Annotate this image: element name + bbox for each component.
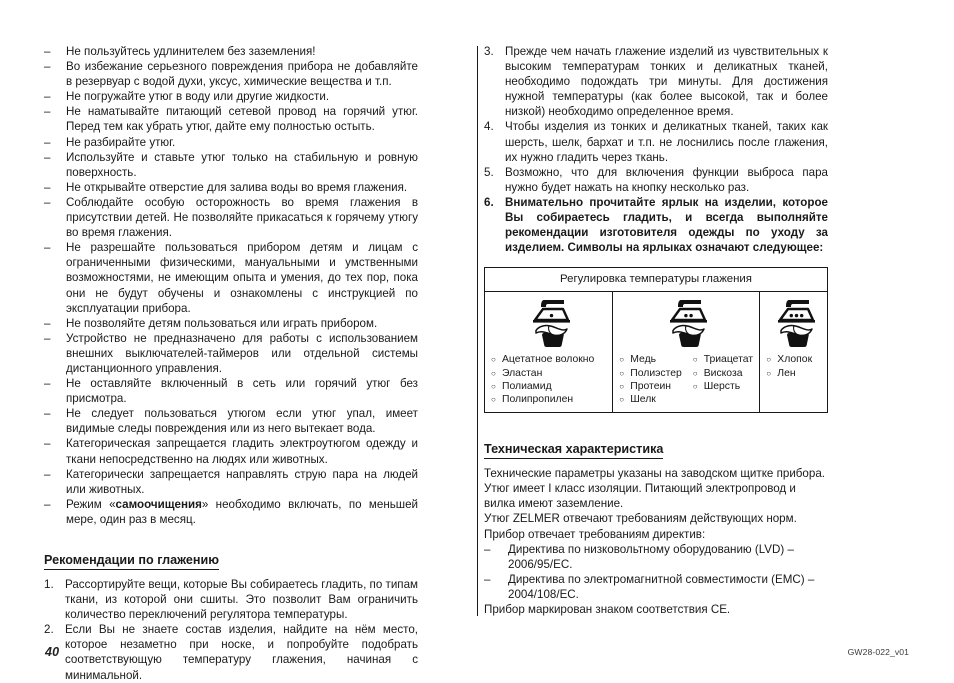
list-marker: – (44, 331, 51, 345)
list-item-text: Возможно, что для включения функции выброса пара нужно будет нажать на кнопку несколько раз. (505, 165, 828, 194)
list-marker: 6. (484, 195, 494, 209)
fiber-item-label: Лен (777, 367, 796, 379)
fiber-item (766, 353, 813, 366)
fiber-item-label: Полиамид (502, 380, 552, 392)
list-item (44, 316, 418, 331)
table-title: Регулировка температуры глажения (485, 268, 827, 292)
iron-symbol-row (766, 298, 823, 350)
tech-paragraph: Утюг ZELMER отвечают требованиям действующих норм. (484, 512, 797, 526)
fiber-item (491, 380, 554, 393)
fiber-list (693, 353, 756, 406)
list-item (44, 195, 418, 240)
recommendations-list-left (44, 577, 418, 683)
list-item-text: Категорическая запрещается гладить электроутюгом одежду и ткани непосредственно на людях или животных. (66, 437, 418, 466)
fiber-item (619, 367, 692, 380)
fiber-item-label: Полиэстер (630, 367, 682, 379)
list-item (44, 150, 418, 180)
bullet-circle-icon: ○ (692, 355, 698, 365)
fiber-item (491, 353, 595, 366)
list-marker: 5. (484, 165, 494, 179)
bullet-circle-icon: ○ (619, 394, 625, 404)
bullet-circle-icon: ○ (619, 368, 625, 378)
list-item-text: Не позволяйте детям пользоваться или играть прибором. (66, 316, 378, 330)
bullet-circle-icon: ○ (766, 368, 772, 378)
list-item (44, 406, 418, 436)
recommendations-heading: Рекомендации по глажению (44, 552, 219, 570)
list-item-text: Если Вы не знаете состав изделия, найдите на нём место, которое незаметно при носке, и попробуйте подобрать соответствующую температуру глажения, начиная с минимальной. (65, 623, 418, 682)
list-marker: – (44, 90, 51, 104)
fiber-item-label: Хлопок (777, 354, 813, 366)
fiber-item-label: Протеин (630, 380, 672, 392)
fiber-item (693, 353, 756, 366)
fiber-list (619, 353, 692, 406)
bullet-circle-icon: ○ (491, 394, 496, 404)
fiber-item-label: Эластан (502, 367, 543, 379)
bullet-circle-icon: ○ (491, 368, 496, 378)
table-cell (613, 292, 760, 412)
list-marker: – (44, 316, 51, 330)
list-marker: 3. (484, 45, 494, 58)
list-item-text: Директива по электромагнитной совместимости (EMC) – 2004/108/EC. (508, 572, 815, 601)
fiber-item (491, 393, 574, 406)
safety-warnings-list (44, 44, 418, 527)
list-item-text: Внимательно прочитайте ярлык на изделии, которое Вы собираетесь гладить, и всегда выполняйте рекомендации изготовителя одежды по уходу за изделием. Символы на ярлыках означают следующее: (505, 195, 828, 255)
fiber-item (619, 393, 692, 406)
bullet-circle-icon: ○ (491, 355, 496, 365)
iron-two-dots-icon (664, 298, 710, 348)
list-item (44, 104, 418, 134)
list-item (44, 376, 418, 406)
left-column (44, 44, 436, 683)
fiber-item (766, 367, 797, 380)
fiber-columns (491, 353, 608, 406)
list-item (44, 180, 418, 195)
fiber-columns (619, 353, 755, 406)
list-item-text: Не наматывайте питающий сетевой провод на горячий утюг. Перед тем как убрать утюг, дайте ему полностью остыть. (66, 105, 418, 134)
bullet-circle-icon: ○ (766, 355, 772, 365)
page-number: 40 (45, 645, 60, 659)
list-item (44, 240, 418, 315)
list-marker: – (44, 407, 51, 421)
list-item-text: Устройство не предназначено для работы с использованием внешних выключателей-таймеров или отдельной системы дистанционного управления. (66, 331, 418, 375)
list-marker: 2. (44, 623, 54, 637)
fiber-columns (766, 353, 823, 379)
tech-paragraph: Прибор отвечает требованиям директив: (484, 527, 706, 541)
list-marker: – (44, 377, 51, 391)
list-item-text: Соблюдайте особую осторожность во время глажения в присутствии детей. Не позволяйте прикасаться к горячему утюгу во время глажения. (66, 195, 418, 240)
fiber-item-label: Полипропилен (502, 393, 574, 405)
list-marker: – (484, 572, 491, 586)
list-marker: – (484, 542, 491, 556)
list-item-text: Чтобы изделия из тонких и деликатных тканей, таких как шерсть, шелк, бархат и т.п. не лоснились после глажения, их нужно гладить через ткань. (505, 120, 828, 164)
list-item-text: Во избежание серьезного повреждения прибора не добавляйте в резервуар с водой духи, уксус, химические вещества и т.п. (66, 60, 418, 89)
directive-item (484, 542, 828, 572)
technical-specs-paragraphs (484, 466, 828, 541)
fiber-item-label: Вискоза (703, 367, 743, 379)
list-marker: – (44, 467, 51, 481)
list-item-text: Не оставляйте включенный в сеть или горячий утюг без присмотра. (66, 377, 418, 406)
page-footer (0, 639, 954, 659)
fiber-item (619, 353, 692, 366)
fiber-item (491, 367, 554, 380)
fiber-item (693, 367, 756, 380)
fiber-list (491, 353, 595, 406)
fiber-item (619, 380, 692, 393)
list-item (44, 436, 418, 466)
bullet-circle-icon: ○ (619, 355, 625, 365)
fiber-list (766, 353, 813, 379)
fiber-item (693, 380, 756, 393)
technical-specs-heading: Техническая характеристика (484, 441, 663, 459)
list-item (484, 44, 828, 119)
list-item-text: Не разрешайте пользоваться прибором детям и лицам с ограниченными физическими, мануальными и умственными возможностями, не имеющим опыта и умения, до тех пор, пока они не будут обучены и ознакомлены с инструкцией по эксплуатации прибора. (66, 241, 418, 315)
list-item-text: Рассортируйте вещи, которые Вы собираетесь гладить, по типам ткани, из которой они сшиты. Это позволит Вам ограничить количество переключений регулятора температуры. (65, 578, 418, 622)
list-item-self-clean (44, 497, 418, 527)
list-item-text: Режим «самоочищения» необходимо включать, по меньшей мере, один раз в месяц. (66, 497, 418, 526)
bullet-circle-icon: ○ (692, 368, 698, 378)
list-marker: – (44, 195, 51, 209)
fiber-item-label: Триацетат (703, 354, 754, 366)
list-item (484, 165, 828, 195)
iron-one-dot-icon (527, 298, 573, 348)
bullet-circle-icon: ○ (491, 381, 496, 391)
list-item-text: Используйте и ставьте утюг только на стабильную и ровную поверхность. (66, 150, 418, 179)
list-marker: – (44, 241, 51, 255)
list-marker: – (44, 105, 51, 119)
list-marker: – (44, 150, 51, 164)
two-column-body (44, 44, 910, 683)
list-item-text: Категорически запрещается направлять струю пара на людей или животных. (66, 467, 418, 496)
iron-three-dots-icon (772, 298, 818, 348)
list-marker: 4. (484, 120, 494, 134)
list-marker: – (44, 437, 51, 451)
list-item (44, 467, 418, 497)
table-body (485, 292, 827, 412)
bullet-circle-icon: ○ (619, 381, 625, 391)
list-item-text: Не погружайте утюг в воду или другие жидкости. (66, 90, 330, 104)
list-marker: – (44, 497, 51, 511)
list-item-text: Не пользуйтесь удлинителем без заземления! (66, 45, 316, 58)
table-cell (760, 292, 827, 412)
list-item-text: Прежде чем начать глажение изделий из чувствительных к высоким температурам тонких и деликатных тканей, необходимо подождать три минуты. Для достижения нужной температуры (как более высокой, так и более низкой) необходимо определенное время. (505, 45, 828, 119)
list-marker: – (44, 135, 51, 149)
tech-closing-line: Прибор маркирован знаком соответствия CE. (484, 602, 731, 616)
fiber-item-label: Медь (630, 354, 657, 366)
right-column (436, 44, 828, 683)
list-item-text: Не разбирайте утюг. (66, 135, 176, 149)
list-item (484, 195, 828, 255)
list-item (44, 59, 418, 89)
fiber-item-label: Шелк (630, 393, 656, 405)
list-marker: 1. (44, 578, 54, 591)
list-marker: – (44, 60, 51, 74)
list-item-text: Не открывайте отверстие для залива воды во время глажения. (66, 180, 408, 194)
list-item (44, 44, 418, 59)
iron-symbol-row (491, 298, 608, 350)
self-clean-emphasis: самоочищения (115, 497, 202, 511)
directives-list (484, 542, 828, 602)
list-item (44, 577, 418, 622)
directive-item (484, 572, 828, 602)
recommendations-list-right (484, 44, 828, 255)
list-item (484, 119, 828, 164)
list-item (44, 135, 418, 150)
fiber-item-label: Шерсть (703, 380, 741, 392)
tech-heading-wrap (484, 429, 828, 463)
list-item (44, 89, 418, 104)
bullet-circle-icon: ○ (692, 381, 698, 391)
recommendations-heading-wrap (44, 540, 418, 574)
list-marker: – (44, 180, 51, 194)
fiber-item-label: Ацетатное волокно (502, 354, 595, 366)
tech-paragraph: Технические параметры указаны на заводском щитке прибора. (484, 467, 825, 481)
document-code: GW28-022_v01 (847, 647, 909, 657)
iron-symbol-row (619, 298, 755, 350)
list-item-text: Директива по низковольтному оборудованию (LVD) – 2006/95/EC. (508, 542, 794, 571)
table-cell (485, 292, 613, 412)
ironing-temperature-table (484, 267, 828, 413)
list-marker: – (44, 45, 51, 58)
tech-paragraph: Утюг имеет I класс изоляции. Питающий электропровод и вилка имеют заземление. (484, 482, 796, 511)
list-item (44, 331, 418, 376)
list-item-text: Не следует пользоваться утюгом если утюг упал, имеет видимые следы повреждения или из него вытекает вода. (66, 407, 418, 436)
